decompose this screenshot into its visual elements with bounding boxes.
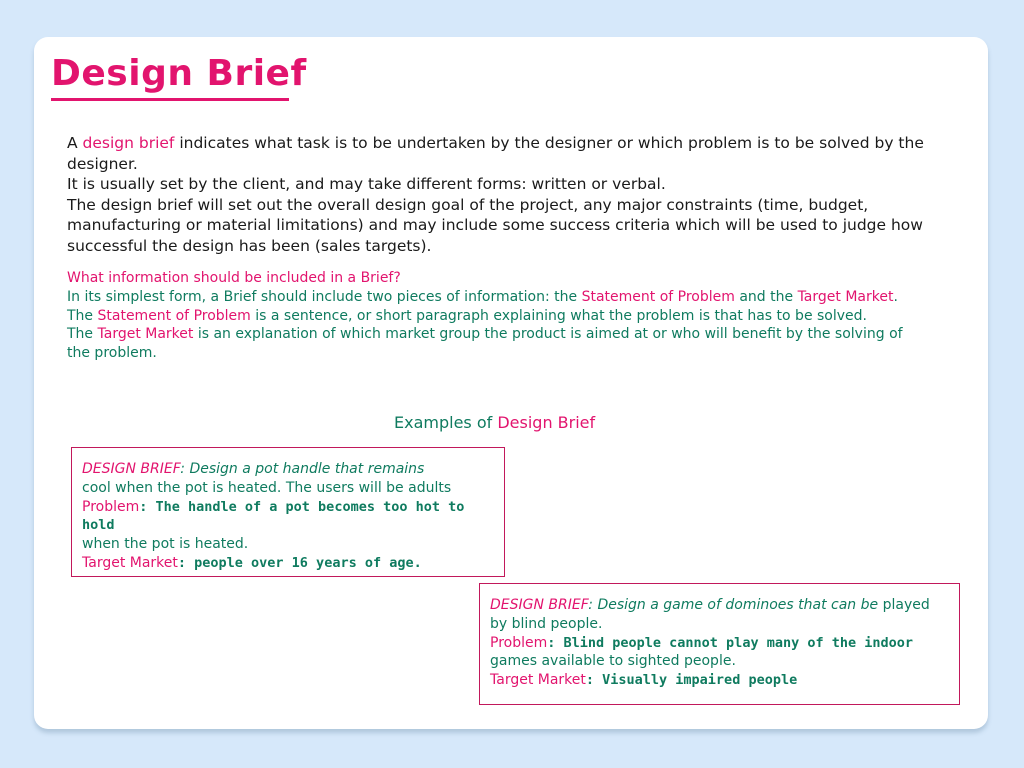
page-title: Design Brief bbox=[51, 53, 307, 94]
examples-heading bbox=[394, 413, 595, 432]
example2-problem-label: Problem bbox=[490, 634, 548, 651]
info-line1-mid: and the bbox=[734, 288, 798, 305]
example2-brief-text: Design a game of dominoes that can be bbox=[593, 597, 879, 613]
example2-problem-line bbox=[490, 634, 949, 672]
info-line1-pre: In its simplest form, a Brief should include two pieces of information: the bbox=[67, 288, 582, 305]
intro-paragraph-3: The design brief will set out the overall design goal of the project, any major constraints (time, budget, manufacturing or material limitations) and may include some success criteria which will be used to judge how successful the design has been (sales targets). bbox=[67, 195, 923, 255]
example1-target-line bbox=[82, 554, 494, 573]
intro-paragraph-1 bbox=[67, 133, 947, 174]
example1-target-text: : people over 16 years of age. bbox=[177, 554, 422, 571]
example1-brief-rest: cool when the pot is heated. The users will be adults bbox=[82, 479, 452, 496]
example2-brief-rest: played by blind people. bbox=[490, 597, 930, 632]
example1-brief-sep: : bbox=[180, 461, 185, 477]
example1-brief-text: Design a pot handle that remains bbox=[185, 461, 425, 477]
info-term-statement-2: Statement of Problem bbox=[97, 307, 251, 324]
info-line-1 bbox=[67, 288, 927, 307]
intro-p1-post: indicates what task is to be undertaken by the designer or which problem is to be solved by the designer. bbox=[67, 134, 924, 173]
example2-problem-text: : Blind people cannot play many of the indoor bbox=[547, 634, 913, 651]
intro-term-design-brief: design brief bbox=[82, 134, 175, 152]
intro-p1-pre: A bbox=[67, 134, 83, 152]
info-line1-post: . bbox=[893, 288, 898, 305]
example2-problem-rest: games available to sighted people. bbox=[490, 653, 736, 670]
info-line-3 bbox=[67, 325, 927, 363]
example1-problem-text: : The handle of a pot becomes too hot to hold bbox=[82, 498, 465, 534]
example1-problem-line bbox=[82, 498, 494, 536]
info-line2-pre: The bbox=[67, 307, 98, 324]
example-brief-1 bbox=[71, 447, 505, 577]
example2-brief-line bbox=[490, 596, 949, 634]
example1-problem-rest: when the pot is heated. bbox=[82, 536, 249, 553]
info-section bbox=[67, 269, 927, 363]
info-term-statement: Statement of Problem bbox=[581, 288, 735, 305]
info-line-2 bbox=[67, 307, 927, 326]
info-line2-post: is a sentence, or short paragraph explaining what the problem is that has to be solved. bbox=[250, 307, 867, 324]
intro-text bbox=[67, 133, 947, 256]
examples-heading-term: Design Brief bbox=[497, 413, 596, 432]
example2-brief-sep: : bbox=[588, 597, 593, 613]
example1-target-label: Target Market bbox=[82, 554, 178, 571]
example2-target-label: Target Market bbox=[490, 672, 586, 689]
info-question: What information should be included in a Brief? bbox=[67, 270, 401, 286]
examples-heading-pre: Examples of bbox=[394, 413, 498, 432]
example1-brief-label: DESIGN BRIEF bbox=[82, 461, 181, 477]
info-term-target: Target Market bbox=[797, 288, 894, 305]
example1-problem-label: Problem bbox=[82, 498, 140, 515]
intro-paragraph-2: It is usually set by the client, and may take different forms: written or verbal. bbox=[67, 175, 666, 193]
info-line3-post: is an explanation of which market group the product is aimed at or who will benefit by the solving of the problem. bbox=[67, 326, 903, 362]
example2-brief-label: DESIGN BRIEF bbox=[490, 597, 589, 613]
info-line3-pre: The bbox=[67, 326, 98, 343]
title-underline bbox=[51, 98, 289, 101]
example2-target-text: : Visually impaired people bbox=[585, 672, 798, 689]
example1-brief-line bbox=[82, 460, 494, 479]
example-brief-2 bbox=[479, 583, 960, 705]
example2-target-line bbox=[490, 671, 949, 690]
info-term-target-2: Target Market bbox=[97, 326, 194, 343]
